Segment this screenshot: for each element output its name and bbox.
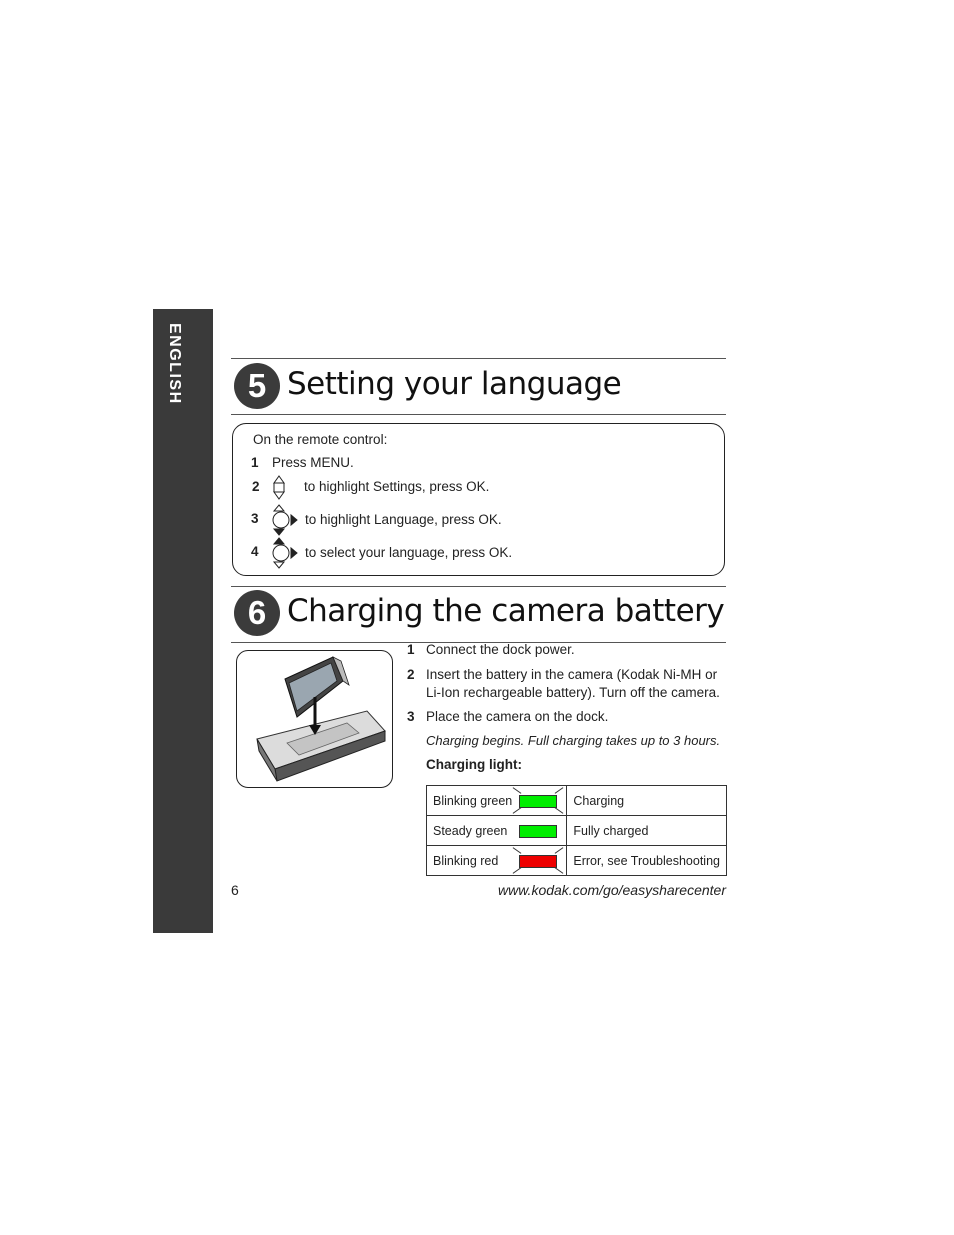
intro-text: On the remote control: <box>253 432 388 447</box>
light-meaning: Charging <box>567 786 727 816</box>
light-state-cell <box>427 846 567 876</box>
light-state-cell <box>427 816 567 846</box>
green-light-icon <box>519 825 557 838</box>
up-down-arrow-icon <box>271 474 287 502</box>
footer-url[interactable]: www.kodak.com/go/easysharecenter <box>498 882 726 898</box>
section-number-badge: 6 <box>234 590 280 636</box>
language-side-tab <box>153 309 213 933</box>
light-meaning: Error, see Troubleshooting <box>567 846 727 876</box>
page-number: 6 <box>231 882 239 898</box>
charging-light-heading: Charging light: <box>426 757 522 772</box>
blink-ray <box>513 867 522 874</box>
camera-on-dock-icon <box>237 651 392 787</box>
step-number: 3 <box>251 511 259 526</box>
light-state: Blinking red <box>433 853 499 868</box>
step-number: 1 <box>251 455 259 470</box>
blink-ray <box>555 847 564 854</box>
step-number: 4 <box>251 544 259 559</box>
light-meaning: Fully charged <box>567 816 727 846</box>
blink-ray <box>513 787 522 794</box>
step-text: Connect the dock power. <box>426 642 575 657</box>
step-text: Li-Ion rechargeable battery). Turn off the camera. <box>426 685 720 700</box>
section-title: Setting your language <box>287 366 622 402</box>
four-way-arrow-icon <box>270 503 300 537</box>
section-number-badge: 5 <box>234 363 280 409</box>
step-number: 2 <box>252 479 260 494</box>
light-state-cell <box>427 786 567 816</box>
blink-ray <box>513 847 522 854</box>
language-tab-label: ENGLISH <box>166 323 183 405</box>
light-state: Blinking green <box>433 793 513 808</box>
step-number: 1 <box>407 642 415 657</box>
step-text: to highlight Language, press OK. <box>305 512 502 527</box>
step-number: 2 <box>407 667 415 682</box>
camera-dock-illustration <box>236 650 393 788</box>
blink-ray <box>513 807 522 814</box>
blink-ray <box>555 867 564 874</box>
step-text: to select your language, press OK. <box>305 545 513 560</box>
light-state: Steady green <box>433 823 508 838</box>
table-row <box>427 846 727 876</box>
four-way-arrow-icon <box>270 536 300 570</box>
section-divider <box>231 414 726 415</box>
section-divider <box>231 358 726 359</box>
table-row <box>427 816 727 846</box>
step-text: Insert the battery in the camera (Kodak Ni-MH or <box>426 667 718 682</box>
step-text: Place the camera on the dock. <box>426 709 609 724</box>
section-title: Charging the camera battery <box>287 593 725 629</box>
blink-ray <box>555 807 564 814</box>
charging-note: Charging begins. Full charging takes up to 3 hours. <box>426 733 721 748</box>
table-row <box>427 786 727 816</box>
section-divider <box>231 586 726 587</box>
green-light-icon <box>519 795 557 808</box>
step-number: 3 <box>407 709 415 724</box>
red-light-icon <box>519 855 557 868</box>
charging-light-table <box>426 785 727 876</box>
step-text: to highlight Settings, press OK. <box>304 479 490 494</box>
blink-ray <box>555 787 564 794</box>
step-text: Press MENU. <box>272 455 354 470</box>
